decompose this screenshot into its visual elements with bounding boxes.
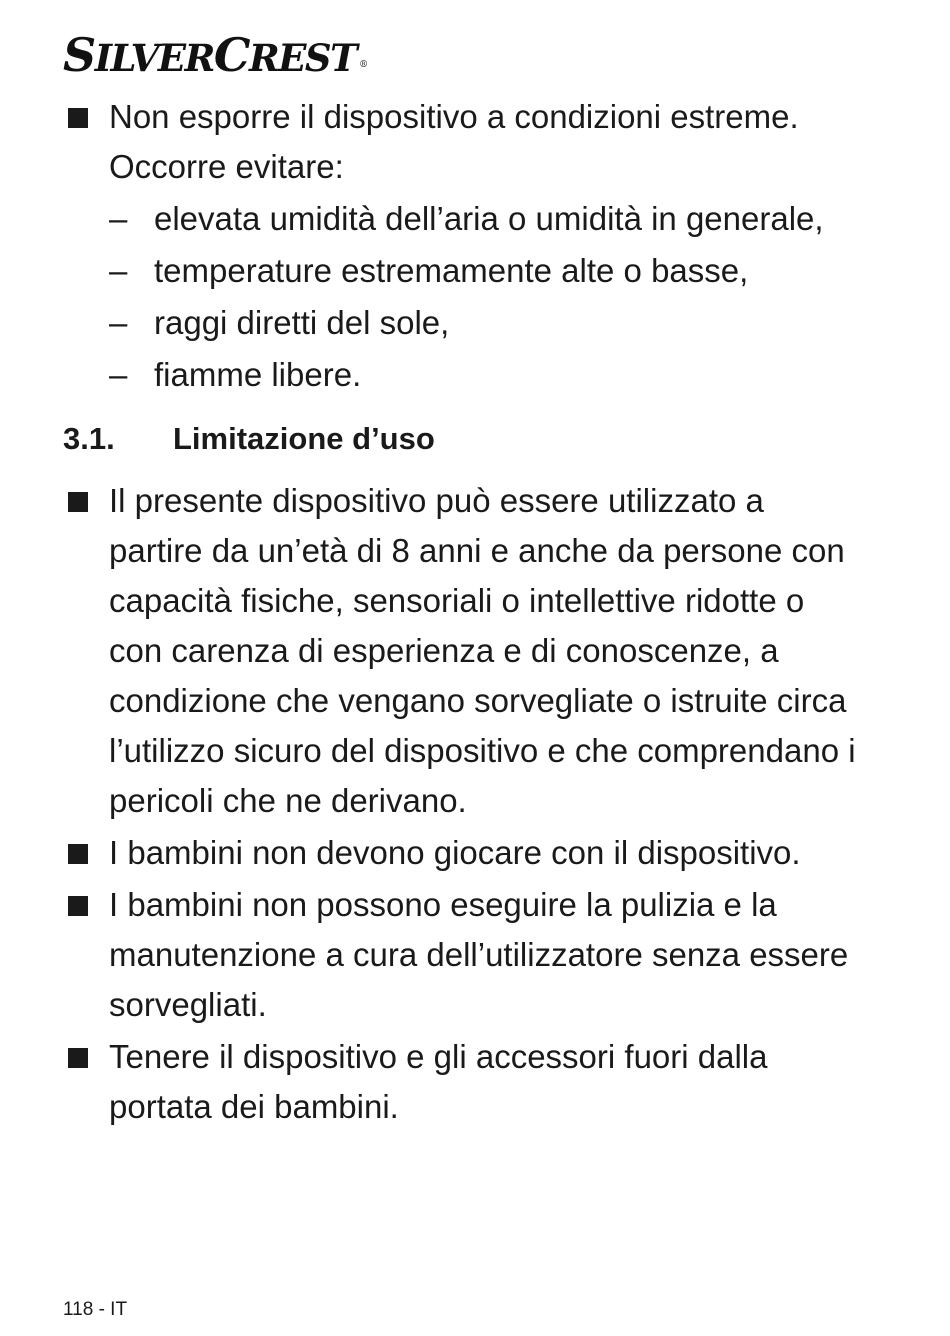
- square-bullet-icon: [68, 492, 88, 512]
- dash-list: [109, 194, 863, 400]
- bullet-item: [63, 880, 863, 1030]
- logo-initial-s: S: [63, 28, 95, 82]
- section-title: Limitazione d’uso: [173, 421, 435, 456]
- warning-bullet-extreme-conditions: [63, 92, 863, 400]
- bullet-item: [63, 476, 863, 826]
- square-bullet-icon: [68, 844, 88, 864]
- page-content: [63, 92, 863, 1132]
- dash-item-text: raggi diretti del sole,: [154, 304, 450, 341]
- bullet-text: Tenere il dispositivo e gli accessori fuori dalla portata dei bambini.: [109, 1038, 768, 1125]
- logo-initial-c: C: [213, 28, 249, 82]
- dash-item-text: temperature estremamente alte o basse,: [154, 252, 749, 289]
- bullet-item: [63, 828, 863, 878]
- dash-item: [109, 246, 863, 296]
- bullet-text: I bambini non devono giocare con il dispositivo.: [109, 834, 801, 871]
- bullet-item: [63, 1032, 863, 1132]
- registered-mark: ®: [359, 60, 367, 70]
- dash-item-text: elevata umidità dell’aria o umidità in generale,: [154, 200, 824, 237]
- dash-marker: –: [109, 200, 128, 237]
- bullet-text: Non esporre il dispositivo a condizioni estreme. Occorre evitare:: [109, 98, 799, 185]
- dash-item-text: fiamme libere.: [154, 356, 362, 393]
- square-bullet-icon: [68, 1048, 88, 1068]
- logo-text-rest: REST: [248, 36, 357, 80]
- bullet-text: I bambini non possono eseguire la pulizia e la manutenzione a cura dell’utilizzatore senza essere sorvegliati.: [109, 886, 849, 1023]
- page-number: 118 - IT: [63, 1299, 128, 1320]
- dash-item: [109, 350, 863, 400]
- logo-text-ilver: ILVER: [94, 36, 214, 80]
- section-heading: [63, 414, 863, 464]
- dash-marker: –: [109, 304, 128, 341]
- dash-marker: –: [109, 252, 128, 289]
- square-bullet-icon: [68, 896, 88, 916]
- section-number: 3.1.: [63, 421, 115, 456]
- bullet-text: Il presente dispositivo può essere utilizzato a partire da un’età di 8 anni e anche da persone con capacità fisiche, sensoriali o intellettive ridotte o con carenza di esperienza e di conoscenze, a condizione che vengano sorvegliate o istruite circa l’utilizzo sicuro del dispositivo e che comprendano i pericoli che ne derivano.: [109, 482, 856, 819]
- brand-logo: [63, 28, 367, 83]
- dash-marker: –: [109, 356, 128, 393]
- dash-item: [109, 194, 863, 244]
- dash-item: [109, 298, 863, 348]
- square-bullet-icon: [68, 108, 88, 128]
